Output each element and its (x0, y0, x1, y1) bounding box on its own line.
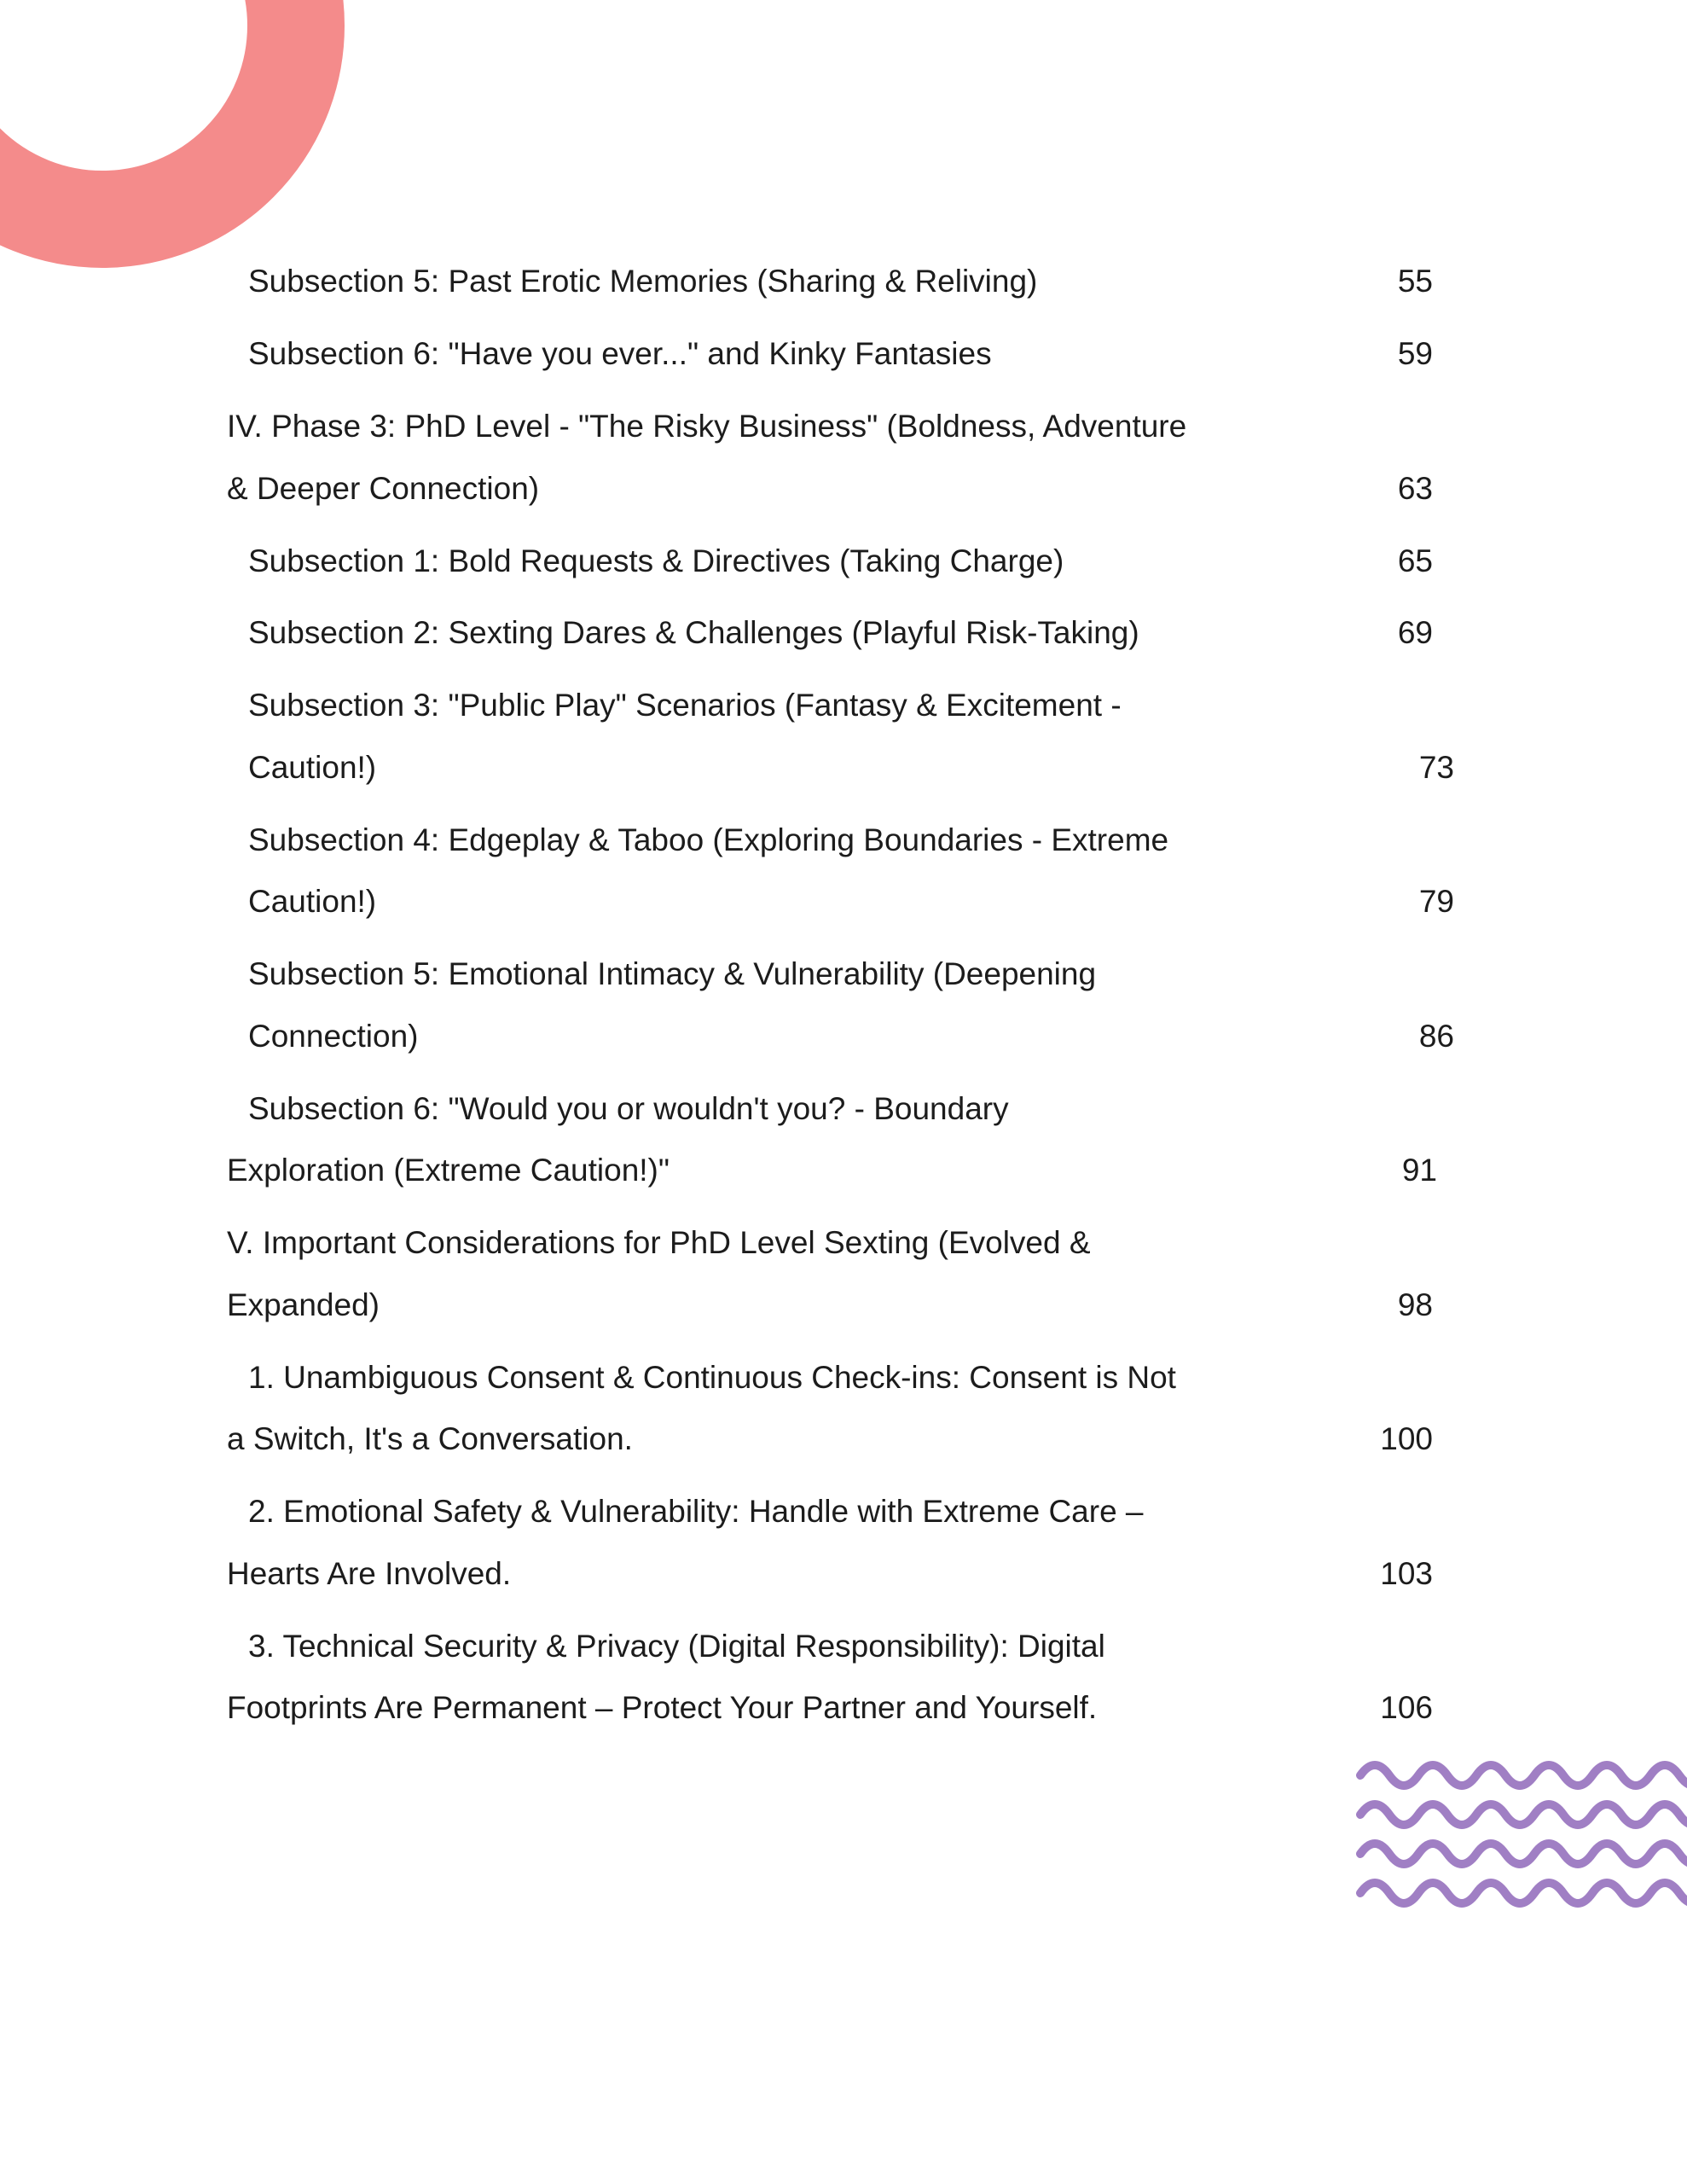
toc-entry-title-cont: Caution!) (248, 884, 377, 919)
toc-page-number: 86 (1418, 1019, 1454, 1054)
toc-page-number: 55 (1397, 264, 1433, 299)
toc-page-number: 106 (1380, 1690, 1433, 1725)
toc-page-number: 91 (1401, 1153, 1437, 1188)
toc-page-number: 100 (1380, 1421, 1433, 1456)
toc-entry-title: Subsection 3: "Public Play" Scenarios (Fantasy & Excitement - (248, 688, 1122, 723)
toc-entry-title: Subsection 5: Emotional Intimacy & Vulnerability (Deepening (248, 956, 1097, 991)
toc-entry-title: Subsection 5: Past Erotic Memories (Sharing & Reliving) (248, 264, 1038, 299)
toc-entry-title-cont: Exploration (Extreme Caution!)" (227, 1153, 670, 1188)
toc-entry-title: 2. Emotional Safety & Vulnerability: Handle with Extreme Care – (248, 1494, 1144, 1529)
toc-page-number: 79 (1418, 884, 1454, 919)
toc-entry-title: Subsection 2: Sexting Dares & Challenges (Playful Risk-Taking) (248, 615, 1139, 650)
toc-entry-title: Subsection 1: Bold Requests & Directives (Taking Charge) (248, 543, 1064, 578)
toc-page-number: 63 (1397, 471, 1433, 506)
toc-page-number: 59 (1397, 336, 1433, 371)
toc-entry-title: IV. Phase 3: PhD Level - "The Risky Business" (Boldness, Adventure (227, 409, 1187, 444)
toc-entry-title: Subsection 6: "Would you or wouldn't you? - Boundary (248, 1091, 1009, 1126)
toc-entry-title: 3. Technical Security & Privacy (Digital Responsibility): Digital (248, 1629, 1105, 1664)
toc-entry-title: 1. Unambiguous Consent & Continuous Check-ins: Consent is Not (248, 1360, 1176, 1395)
toc-page-number: 69 (1397, 615, 1433, 650)
toc-entry-title-cont: Hearts Are Involved. (227, 1556, 512, 1591)
toc-page-number: 65 (1397, 543, 1433, 578)
toc-entry-title-cont: Caution!) (248, 750, 377, 785)
toc-entry-title: V. Important Considerations for PhD Level Sexting (Evolved & (227, 1225, 1091, 1260)
toc-page-number: 98 (1397, 1287, 1433, 1322)
toc-entry-title-cont: & Deeper Connection) (227, 471, 540, 506)
toc-entry-title-cont: Footprints Are Permanent – Protect Your Partner and Yourself. (227, 1690, 1098, 1725)
toc-page-number: 73 (1418, 750, 1454, 785)
toc-entry-title-cont: a Switch, It's a Conversation. (227, 1421, 633, 1456)
toc-entry-title-cont: Connection) (248, 1019, 419, 1054)
toc-entry-title: Subsection 6: "Have you ever..." and Kinky Fantasies (248, 336, 992, 371)
toc-entry-title-cont: Expanded) (227, 1287, 380, 1322)
toc-entry-title: Subsection 4: Edgeplay & Taboo (Exploring Boundaries - Extreme (248, 822, 1169, 857)
toc-page-number: 103 (1380, 1556, 1433, 1591)
